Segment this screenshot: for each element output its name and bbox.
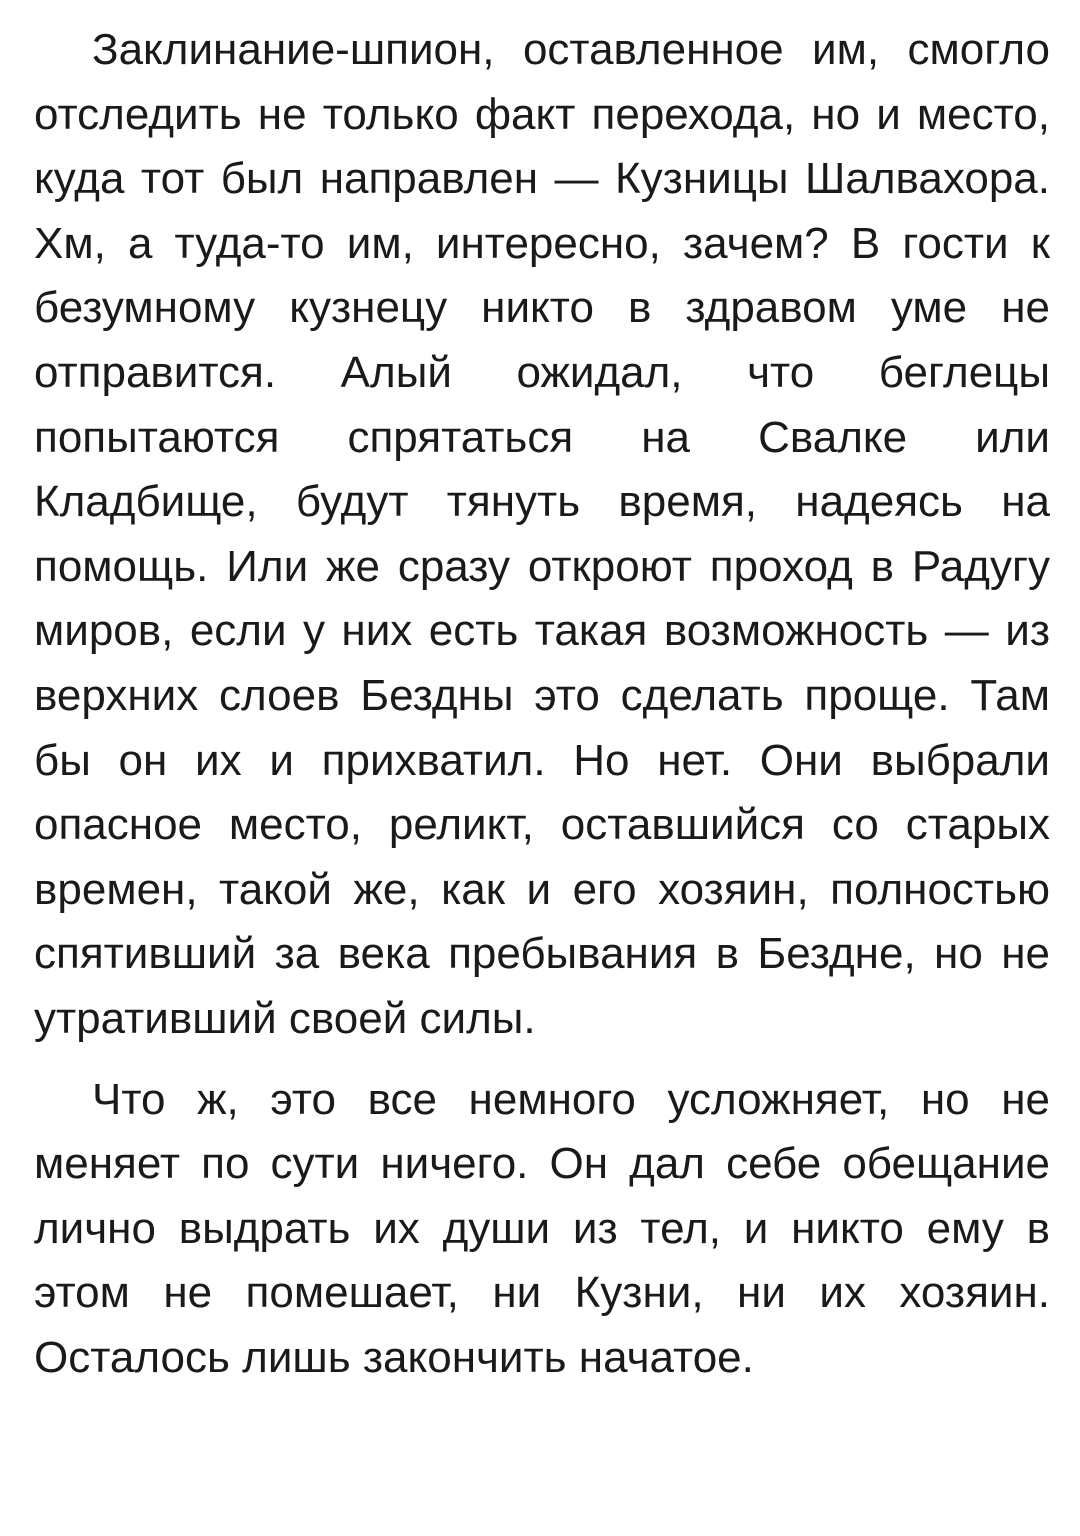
reader-page <box>34 18 1050 1390</box>
paragraph-1: Заклинание-шпион, оставленное им, смогло отследить не только факт перехода, но и место, куда тот был направлен — Кузницы Шалвахора. Хм, а туда-то им, интересно, зачем? В гости к безумному кузнецу никто в здравом уме не отправится. Алый ожидал, что беглецы попытаются спрятаться на Свалке или Кладбище, будут тянуть время, надеясь на помощь. Или же сразу откроют проход в Радугу миров, если у них есть такая возможность — из верхних слоев Бездны это сделать проще. Там бы он их и прихватил. Но нет. Они выбрали опасное место, реликт, оставшийся со старых времен, такой же, как и его хозяин, полностью спятивший за века пребывания в Бездне, но не утративший своей силы. <box>34 25 1050 1043</box>
paragraph-2: Что ж, это все немного усложняет, но не меняет по сути ничего. Он дал себе обещание лично выдрать их души из тел, и никто ему в этом не помешает, ни Кузни, ни их хозяин. Осталось лишь закончить начатое. <box>34 1074 1050 1382</box>
